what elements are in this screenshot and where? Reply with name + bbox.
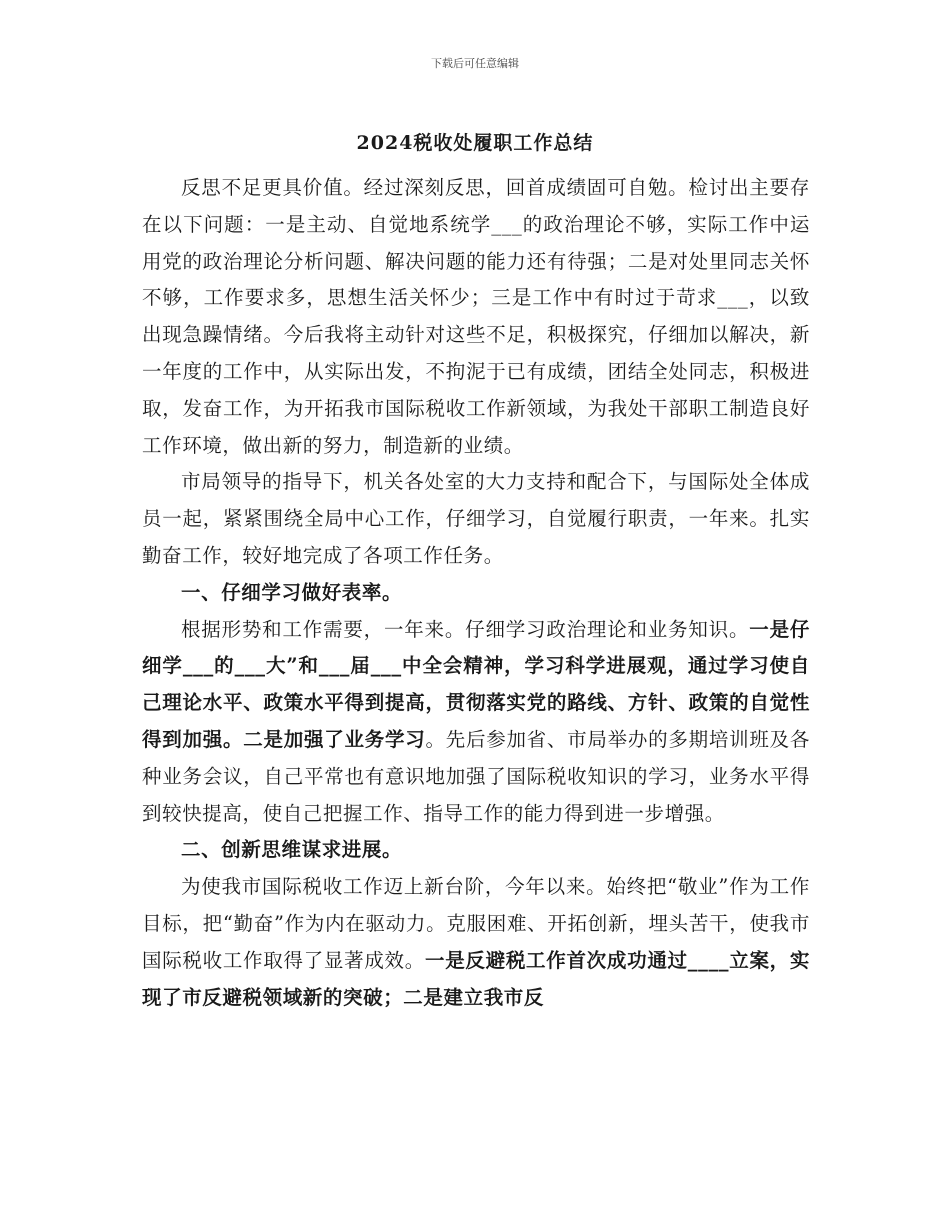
paragraph-innovation-bold: 一是反避税工作首次成功通过____立案，实现了市反避税领域新的突破；二是建立我市反: [142, 948, 810, 1009]
document-body: [142, 170, 810, 1016]
paragraph-study-rest: 。先后参加省、市局举办的多期培训班及各种业务会议，自己平常也有意识地加强了国际税收知识的学习，业务水平得到较快提高，使自己把握工作、指导工作的能力得到进一步增强。: [142, 727, 810, 825]
document-title: 2024税收处履职工作总结: [356, 132, 594, 154]
paragraph-reflection: 反思不足更具价值。经过深刻反思，回首成绩固可自勉。检讨出主要存在以下问题：一是主动、自觉地系统学___的政治理论不够，实际工作中运用党的政治理论分析问题、解决问题的能力还有待强；二是对处里同志关怀不够，工作要求多，思想生活关怀少；三是工作中有时过于苛求___，以致出现急躁情绪。今后我将主动针对这些不足，积极探究，仔细加以解决，新一年度的工作中，从实际出发，不拘泥于已有成绩，团结全处同志，积极进取，发奋工作，为开拓我市国际税收工作新领域，为我处干部职工制造良好工作环境，做出新的努力，制造新的业绩。: [142, 176, 810, 457]
paragraph-study-bold: 一是仔细学___的___大”和___届___中全会精神，学习科学进展观，通过学习使自己理论水平、政策水平得到提高，贯彻落实党的路线、方针、政策的自觉性得到加强。二是加强了业务学习: [142, 617, 810, 751]
header-note: 下载后可任意编辑: [431, 57, 519, 70]
paragraph-innovation: [142, 869, 810, 1016]
paragraph-study-intro: 根据形势和工作需要，一年来。仔细学习政治理论和业务知识。: [181, 617, 750, 641]
paragraph-innovation-intro: 为使我市国际税收工作迈上新台阶，今年以来。始终把“敬业”作为工作目标，把“勤奋”作为内在驱动力。克服困难、开拓创新，埋头苦干，使我市国际税收工作取得了显著成效。: [142, 875, 810, 972]
paragraph-study: [142, 612, 810, 833]
section-heading-study: 一、仔细学习做好表率。: [181, 580, 403, 604]
paragraph-overview: 市局领导的指导下，机关各处室的大力支持和配合下，与国际处全体成员一起，紧紧围绕全局中心工作，仔细学习，自觉履行职责，一年来。扎实勤奋工作，较好地完成了各项工作任务。: [142, 470, 810, 567]
section-heading-innovation: 二、创新思维谋求进展。: [181, 838, 403, 862]
